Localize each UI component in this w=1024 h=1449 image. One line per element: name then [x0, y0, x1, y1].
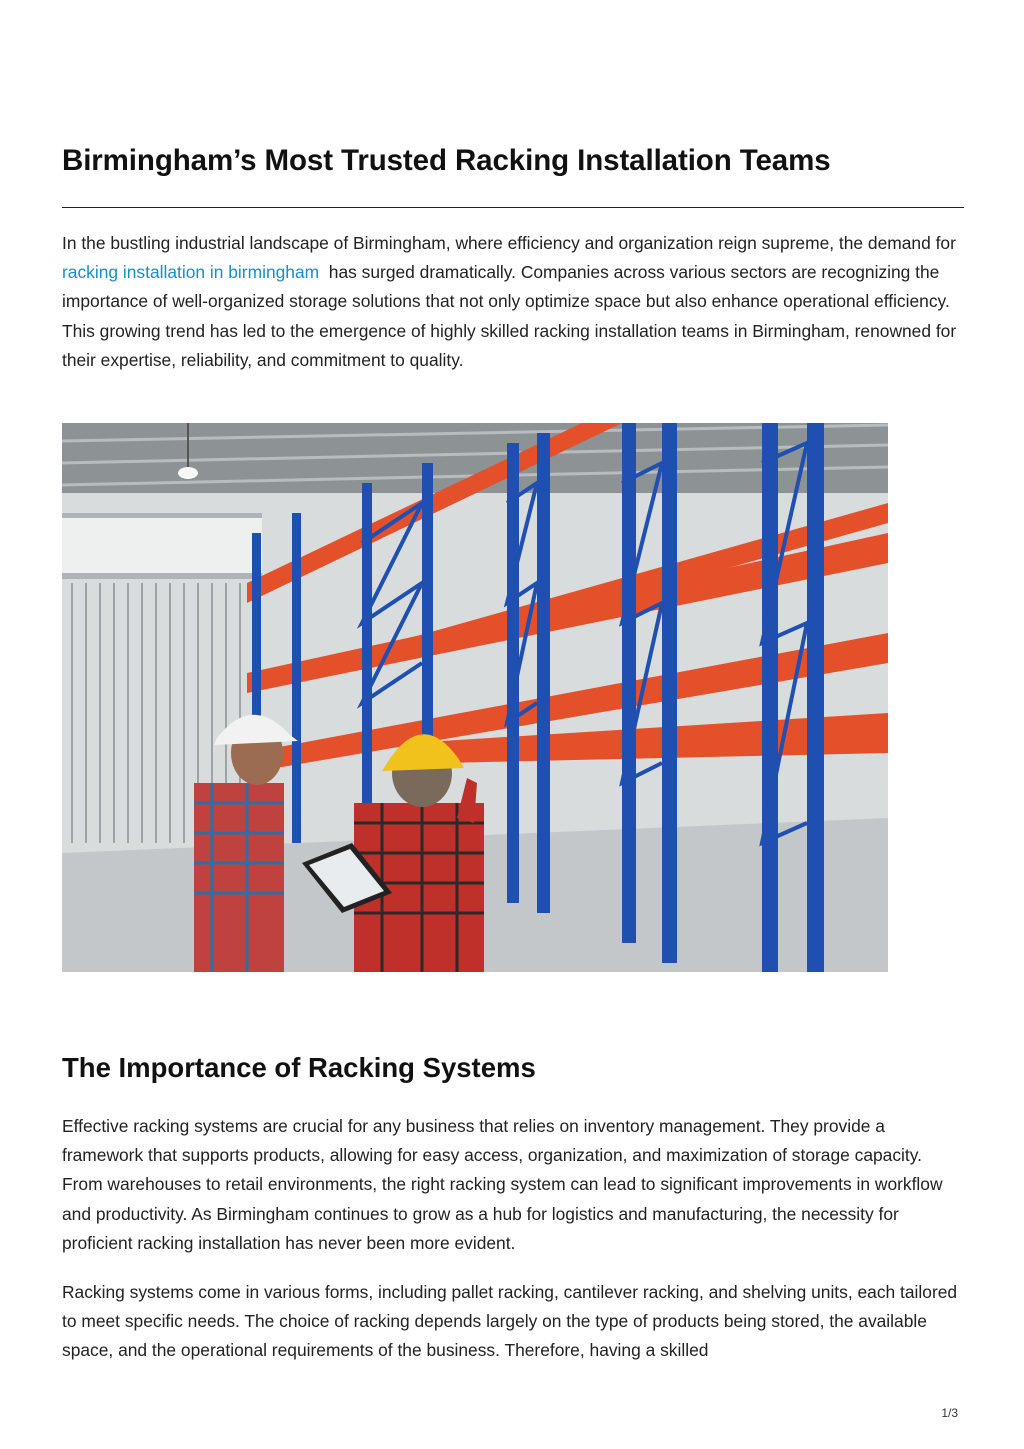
section-heading: The Importance of Racking Systems: [62, 1052, 536, 1083]
title-divider: [62, 207, 964, 208]
body-paragraph-2: Effective racking systems are crucial for any business that relies on inventory management. They provide a framework that supports products, allowing for easy access, organization, and maximization of storage capacity. From warehouses to retail environments, the right racking system can lead to significant improvements in workflow and productivity. As Birmingham continues to grow as a hub for logistics and manufacturing, the necessity for proficient racking installation has never been more evident.: [62, 1116, 943, 1253]
racking-installation-link[interactable]: racking installation in birmingham: [62, 262, 320, 283]
page-number: 1/3: [941, 1406, 958, 1420]
intro-text-before-link: In the bustling industrial landscape of Birmingham, where efficiency and organization reign supreme, the demand for: [62, 233, 956, 253]
page-title: Birmingham’s Most Trusted Racking Installation Teams: [62, 144, 831, 177]
intro-text-after-link: has surged dramatically. Companies across various sectors are recognizing the importance of well-organized storage solutions that not only optimize space but also enhance operational efficiency. This growing trend has led to the emergence of highly skilled racking installation teams in Birmingham, renowned for their expertise, reliability, and commitment to quality.: [62, 262, 961, 370]
warehouse-racking-photo: [62, 423, 888, 972]
intro-paragraph: [62, 229, 964, 375]
body-paragraph-3: Racking systems come in various forms, including pallet racking, cantilever racking, and shelving units, each tailored to meet specific needs. The choice of racking depends largely on the type of products being stored, the available space, and the operational requirements of the business. Therefore, having a skilled: [62, 1282, 958, 1361]
